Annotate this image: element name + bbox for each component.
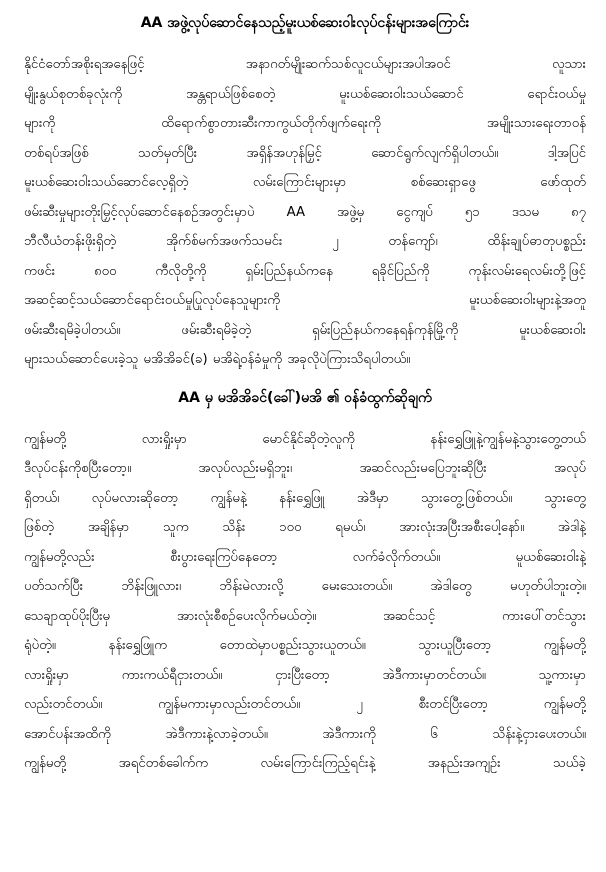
intro-paragraph [24, 50, 586, 375]
quote-line: ရုံပဲတဲ့။ နန်းရွှေဖြူက တောထဲမှာပစ္စည်းသွားယူတယ်။ သွားယူပြီးတော့ ကျွန်မတို့ [24, 638, 586, 653]
quote-line: လားရှိုးမှာ ကားကယ်ရီငှားတယ်။ ငှားပြီးတော့ အဲဒီကားမှာတင်တယ်။ သူ့ကားမှာ [24, 667, 586, 683]
quote-line: ကျွန်မတို့ လားရှိုးမှာ မောင်နိုင်ဆိုတဲ့လူကို နန်းရွှေဖြူနဲ့ကျွန်မနဲ့သွားတွေ့တယ် [24, 431, 586, 447]
intro-line: မျိုးနွယ်စုတစ်ခုလုံးကို အန္တရာယ်ဖြစ်စေတဲ့ မူးယစ်ဆေးဝါးသယ်ဆောင် ရောင်းဝယ်မှု [24, 86, 586, 102]
intro-line: ဘီလီယံတန်းဖိုးရှိတဲ့ အိုက်စ်မက်အဖက်သမင်း ၂ တန်ကျော်၊ ထိန်းချုပ်ဓာတုပစ္စည်း [24, 234, 586, 249]
intro-line: အဆင့်ဆင့်သယ်ဆောင်ရောင်းဝယ်မှုပြုလုပ်နေသူများကို မူးယစ်ဆေးဝါးများနဲ့အတူ [24, 293, 586, 308]
quote-line: ကျွန်မတို့ အရင်တစ်ခေါက်က လမ်းကြောင်းကြည့်ရင်းနဲ့ အနည်းအကျဉ်း သယ်ခဲ့ [24, 756, 586, 771]
quote-line: ဖြစ်တဲ့ အချိန်မှာ သူက သိန်း ၁၀၀ ရမယ်၊ အားလုံးအပြီးအစီးပေါ့နော်။ အဲဒါနဲ့ [24, 520, 586, 535]
intro-line: များသယ်ဆောင်ပေးခဲ့သူ မအိအိခင်(ခ) မအိရဲ့ဝန်ခံမှုကို အခုလိုပဲကြားသိရပါတယ်။ [24, 352, 411, 367]
intro-line: ကဖင်း ၈၀၀ ကီလိုတို့ကို ရှမ်းပြည်နယ်ကနေ ရခိုင်ပြည်ကို ကုန်းလမ်းရေလမ်းတို့ဖြင့် [24, 263, 586, 279]
quote-line: လည်းတင်တယ်။ ကျွန်မကားမှာလည်းတင်တယ်။ ၂ စီးတင်ပြီးတော့ ကျွန်မတို့ [24, 697, 586, 712]
confession-subtitle: AA မှ မအိအိခင်(ခေါ်)မအိ ၏ ဝန်ခံထွက်ဆိုချက် [178, 389, 432, 406]
quote-line: ပတ်သက်ပြီး ဘိန်းဖြူလား၊ ဘိန်းမဲလားလို့ မေးသေးတယ်။ အဲဒါတွေ မဟုတ်ပါဘူးတဲ့။ [24, 579, 586, 594]
quote-line: ရှိတယ်၊ လုပ်မလားဆိုတော့ ကျွန်မနဲ့ နန်းရွှေဖြူ အဲဒီမှာ သွားတွေ့ဖြစ်တယ်။ သွားတွေ့ [24, 490, 586, 506]
intro-line: နိုင်ငံတော်အစိုးရအနေဖြင့် အနာဂတ်မျိုးဆက်သစ်လူငယ်များအပါအဝင် လူသား [24, 57, 586, 72]
intro-line: များကို ထိရောက်စွာတားဆီးကာကွယ်တိုက်ဖျက်ရေးကို အမျိုးသားရေးတာဝန် [24, 116, 586, 131]
confession-paragraph [24, 425, 586, 779]
intro-line: မူးယစ်ဆေးဝါးသယ်ဆောင်လေ့ရှိတဲ့ လမ်းကြောင်းများမှာ စစ်ဆေးရှာဖွေ ဖော်ထုတ် [24, 175, 586, 190]
article-title: AA အဖွဲ့လုပ်ဆောင်နေသည့်မူးယစ်ဆေးဝါးလုပ်ငန်းများအကြောင်း [140, 15, 470, 31]
intro-line: ဖမ်းဆီးရမိခဲ့ပါတယ်။ ဖမ်းဆီးရမိခဲ့တဲ့ ရှမ်းပြည်နယ်ကနေရန်ကုန်မြို့ကို မူးယစ်ဆေးဝါး [24, 322, 586, 338]
quote-line: ဒီလုပ်ငန်းကိုစပြီးတော့။ အလုပ်လည်းမရှိဘူး၊ အဆင်လည်းမပြေဘူးဆိုပြီး အလုပ် [24, 461, 586, 476]
quote-line: သေချာထုပ်ပိုးပြီးမှ အားလုံးစီစဉ်ပေးလိုက်မယ်တဲ့။ အဆင်သင့် ကားပေါ်တင်သွား [24, 608, 586, 624]
quote-line: အောင်ပန်းအထိကို အဲဒီကားနဲ့လာခဲ့တယ်။ အဲဒီကားကို ၆ သိန်းနဲ့ငှားပေးတယ်။ [24, 726, 586, 742]
intro-line: တစ်ရပ်အဖြစ် သတ်မှတ်ပြီး အရှိန်အဟုန်မြှင့် ဆောင်ရွက်လျက်ရှိပါတယ်။ ဒါ့အပြင် [24, 145, 586, 161]
quote-line: ကျွန်မတို့လည်း စီးပွားရေးကြပ်နေတော့ လက်ခံလိုက်တယ်။ မူယစ်ဆေးဝါးနဲ့ [24, 549, 586, 565]
intro-line: ဖမ်းဆီးမှုများတိုးမြှင့်လုပ်ဆောင်နေစဉ်အတွင်းမှာပဲ AA အဖွဲ့မှ ငွေကျပ် ၅၁ ဒသမ ၈၇ [24, 204, 586, 220]
